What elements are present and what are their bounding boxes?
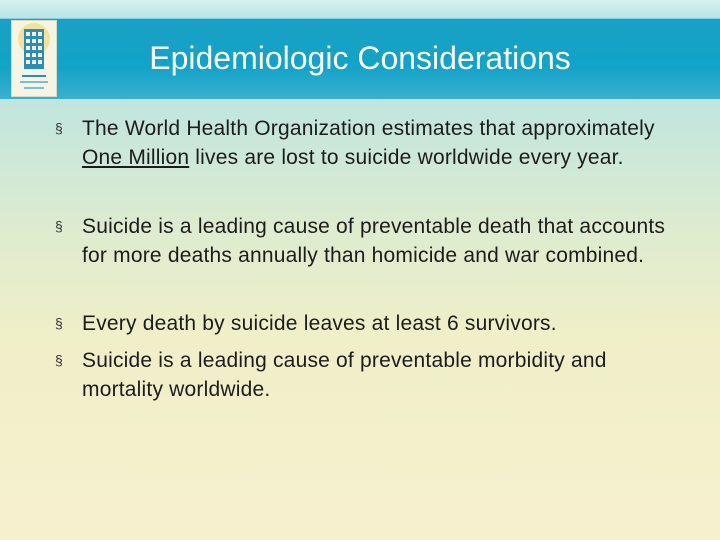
top-strip [0,0,720,18]
bullet-text: Suicide is a leading cause of preventable morbidity and mortality worldwide. [82,349,607,401]
bullet-text: Every death by suicide leaves at least 6 survivors. [82,312,557,335]
bullet-text: Suicide is a leading cause of preventable death that accounts for more deaths annually than homicide and war combined. [82,215,666,267]
one-million-emphasis: One Million [82,146,190,169]
building-logo-icon [11,20,57,97]
slide-title: Epidemiologic Considerations [149,40,571,76]
bullet-marker: § [55,120,63,136]
bullet-marker: § [55,352,63,368]
bullet-text-start: The World Health Organization estimates that approximately [82,117,655,140]
bullet-marker: § [55,218,63,234]
bullet-text [82,114,672,172]
bullet-text-end: lives are lost to suicide worldwide every year. [189,146,624,169]
bullet-marker: § [55,315,63,331]
